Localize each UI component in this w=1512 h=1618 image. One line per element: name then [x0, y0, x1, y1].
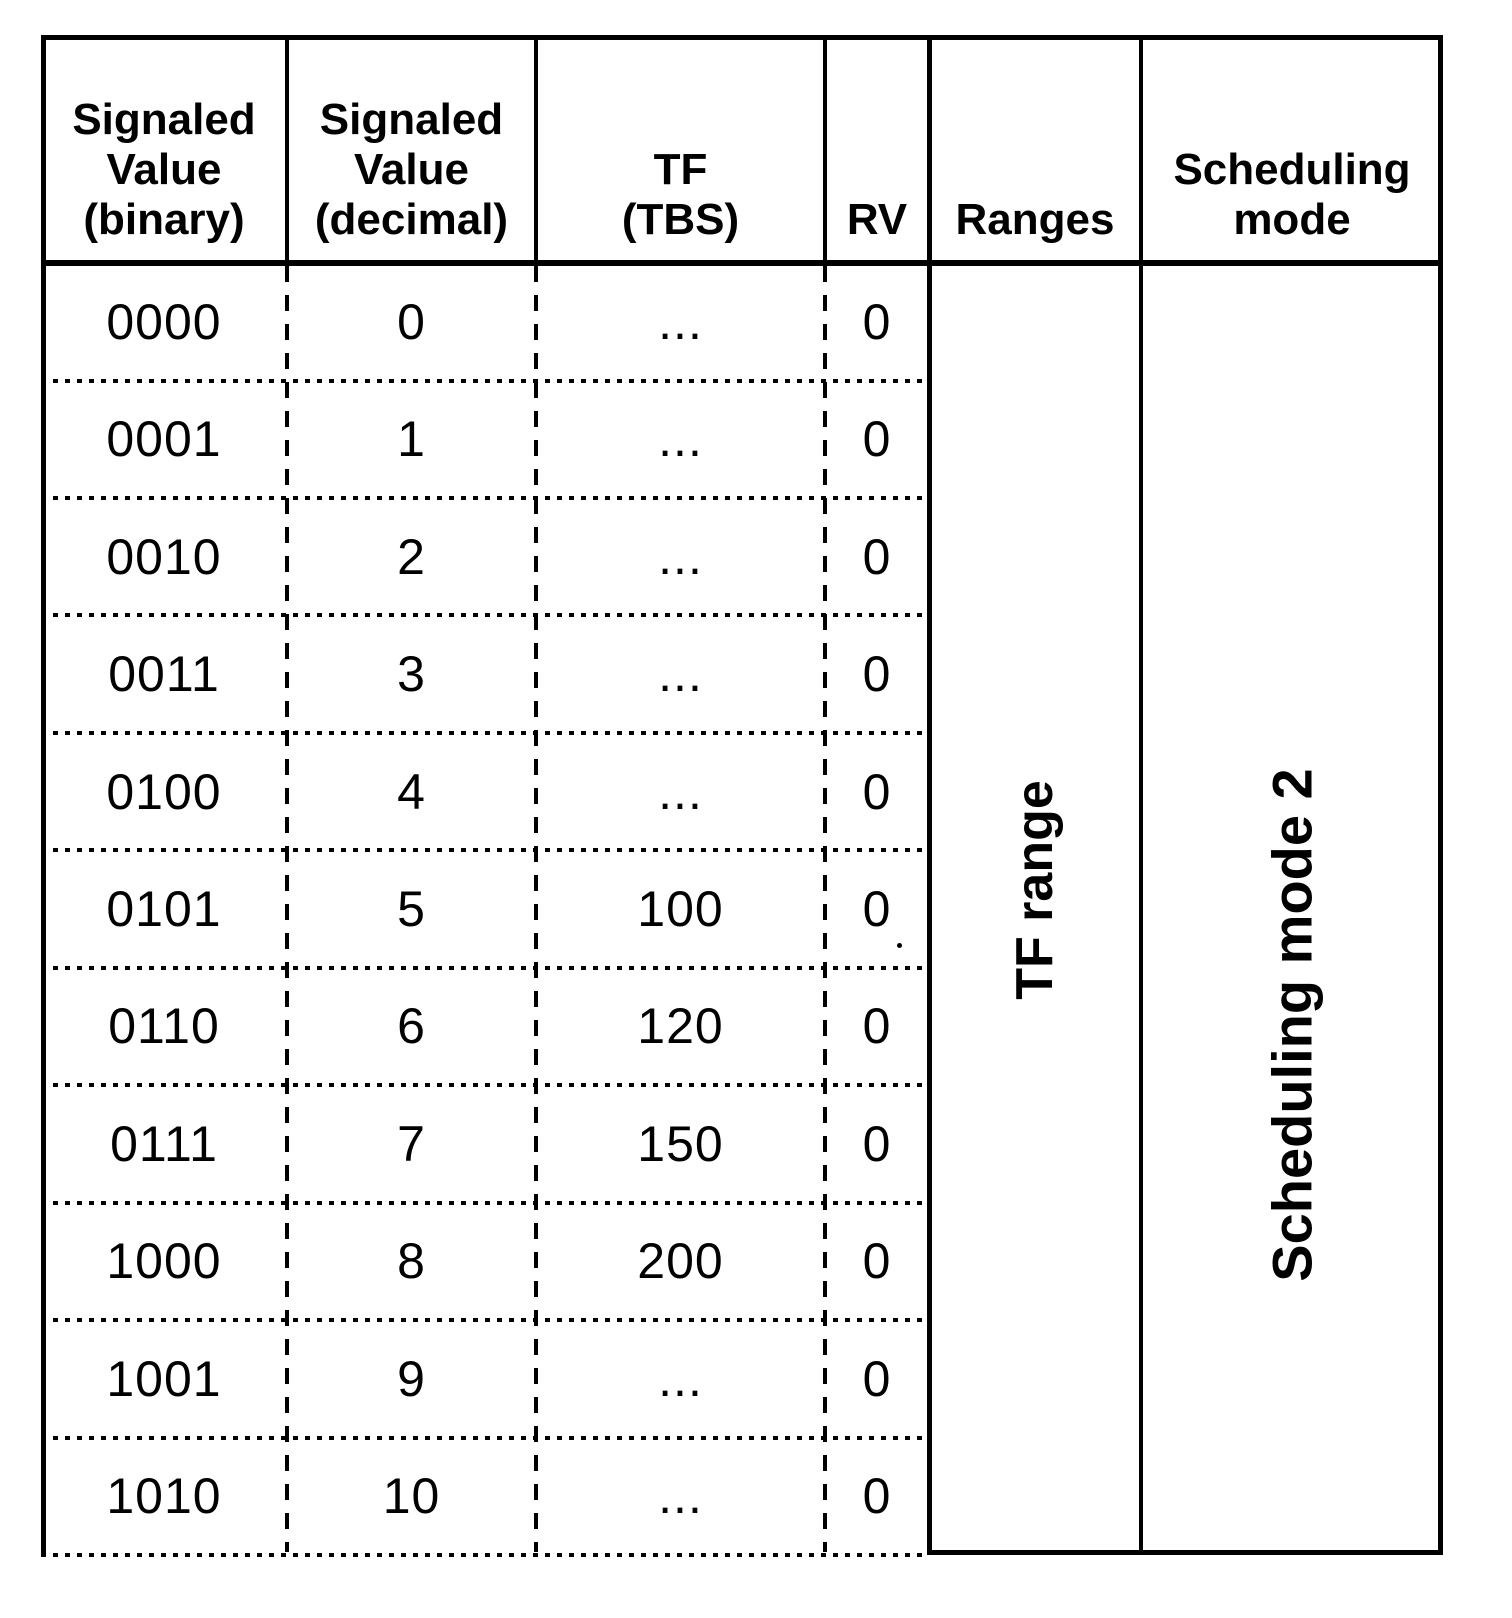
cell-binary: 0111 [110, 1115, 218, 1172]
binary-decimal-dashed-divider [285, 266, 289, 1552]
cell-binary: 0011 [108, 646, 220, 703]
cell-rv: 0 [862, 1350, 892, 1407]
cell-decimal: 10 [382, 1468, 441, 1525]
cell-rv: 0 [862, 881, 892, 938]
table-row [41, 1203, 929, 1321]
signaled-value-table [41, 35, 1443, 1557]
table-row [41, 1320, 929, 1438]
cell-decimal: 4 [397, 763, 426, 820]
cell-decimal: 5 [397, 881, 426, 938]
cell-binary: 0100 [106, 763, 222, 820]
table-row [41, 1085, 929, 1203]
cell-binary: 0101 [106, 881, 222, 938]
cell-tf: 200 [637, 1233, 724, 1290]
cell-rv: 0 [862, 763, 892, 820]
cell-tf: ... [658, 646, 703, 703]
header-signaled-value-decimal: Signaled Value (decimal) [314, 95, 509, 244]
ranges-scheduling-divider [1139, 35, 1143, 1555]
cell-binary: 1000 [106, 1233, 222, 1290]
cell-tf: 100 [637, 881, 724, 938]
header-divider [285, 35, 289, 266]
cell-tf: ... [658, 1468, 703, 1525]
cell-tf: ... [658, 528, 703, 585]
cell-binary: 1001 [106, 1350, 222, 1407]
cell-tf: ... [658, 411, 703, 468]
cell-binary: 0110 [108, 998, 220, 1055]
cell-tf: ... [658, 763, 703, 820]
cell-binary: 1010 [106, 1468, 222, 1525]
decimal-tf-dashed-divider [534, 266, 538, 1552]
table-border-top [41, 35, 1443, 40]
cell-tf: 150 [637, 1115, 724, 1172]
table-row [41, 733, 929, 851]
cell-rv: 0 [862, 1233, 892, 1290]
table-row [41, 1438, 929, 1556]
header-scheduling-mode: Scheduling mode [1173, 145, 1411, 244]
header-ranges: Ranges [955, 195, 1115, 244]
cell-decimal: 8 [397, 1233, 426, 1290]
cell-binary: 0001 [106, 411, 222, 468]
cell-decimal: 0 [397, 293, 426, 350]
table-row [41, 381, 929, 499]
cell-decimal: 7 [397, 1115, 426, 1172]
header-divider [534, 35, 538, 266]
cell-rv: 0 [862, 1468, 892, 1525]
table-row [41, 498, 929, 616]
table-row [41, 263, 929, 381]
header-tf-tbs: TF (TBS) [621, 145, 740, 244]
cell-rv: 0 [862, 1115, 892, 1172]
cell-rv: 0 [862, 293, 892, 350]
table-row [41, 615, 929, 733]
header-signaled-value-binary: Signaled Value (binary) [72, 95, 256, 244]
rv-ranges-divider [927, 35, 932, 1555]
cell-decimal: 1 [397, 411, 426, 468]
cell-rv: 0 [862, 528, 892, 585]
table-row [41, 850, 929, 968]
cell-binary: 0010 [106, 528, 222, 585]
cell-rv: 0 [862, 646, 892, 703]
cell-decimal: 6 [397, 998, 426, 1055]
cell-tf: 120 [637, 998, 724, 1055]
header-bottom-rule [41, 260, 1443, 266]
header-rv: RV [846, 195, 908, 244]
table-row [41, 968, 929, 1086]
cell-rv: 0 [862, 411, 892, 468]
cell-tf: ... [658, 1350, 703, 1407]
tf-rv-dashed-divider [823, 266, 827, 1552]
right-section-border-bottom [927, 1550, 1443, 1555]
tf-range-vertical-label: TF range [1006, 780, 1064, 1000]
cell-tf: ... [658, 293, 703, 350]
cell-decimal: 2 [397, 528, 426, 585]
cell-decimal: 9 [397, 1350, 426, 1407]
header-divider [823, 35, 827, 266]
scheduling-mode-2-vertical-label: Scheduling mode 2 [1260, 768, 1324, 1282]
cell-decimal: 3 [397, 646, 426, 703]
cell-binary: 0000 [106, 293, 222, 350]
scan-artifact-dot [897, 943, 902, 948]
cell-rv: 0 [862, 998, 892, 1055]
